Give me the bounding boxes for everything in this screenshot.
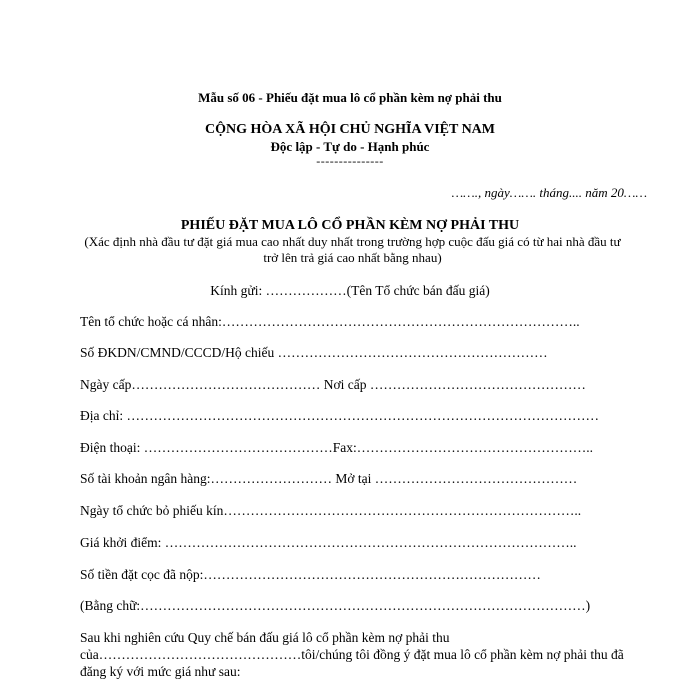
national-title: CỘNG HÒA XÃ HỘI CHỦ NGHĨA VIỆT NAM xyxy=(204,122,495,137)
field-organization-name: Tên tổ chức hoặc cá nhân:…………………………………………………………………….. xyxy=(80,314,580,329)
field-issue-date-place: Ngày cấp…………………………………… Nơi cấp ………………………………………… xyxy=(80,377,586,392)
field-phone-fax: Điện thoại: ……………………………………Fax:…………………………………………….. xyxy=(80,440,593,455)
closing-paragraph: Sau khi nghiên cứu Quy chế bán đấu giá lô cổ phần kèm nợ phải thu của………………………………………tôi/chúng tôi đồng ý đặt mua lô cổ phần kèm nợ phải thu đã đăng ký với mức giá như sau: xyxy=(80,630,624,679)
field-deposit-amount: Số tiền đặt cọc đã nộp:………………………………………………………………… xyxy=(80,567,541,582)
field-sealed-bid-date: Ngày tổ chức bỏ phiếu kín…………………………………………………………………….. xyxy=(80,503,582,518)
field-address: Địa chỉ: …………………………………………………………………………………………… xyxy=(80,408,599,423)
national-motto: Độc lập - Tự do - Hạnh phúc xyxy=(270,139,430,154)
document-title: PHIẾU ĐẶT MUA LÔ CỔ PHẦN KÈM NỢ PHẢI THU xyxy=(180,218,520,233)
form-number: Mẫu số 06 - Phiếu đặt mua lô cổ phần kèm nợ phải thu xyxy=(198,90,502,105)
field-bank-account: Số tài khoản ngân hàng:……………………… Mở tại ……………………………………… xyxy=(80,471,578,486)
separator-line: --------------- xyxy=(316,154,384,168)
recipient-line: Kính gửi: ………………(Tên Tổ chức bán đấu giá) xyxy=(210,283,490,298)
field-amount-in-words: (Bằng chữ:………………………………………………………………………………………) xyxy=(80,598,591,613)
field-id-number: Số ĐKDN/CMND/CCCD/Hộ chiếu …………………………………………………… xyxy=(80,345,548,360)
date-line: ……., ngày……. tháng.... năm 20…… xyxy=(451,185,647,200)
document-subtitle: (Xác định nhà đầu tư đặt giá mua cao nhất duy nhất trong trường hợp cuộc đấu giá có từ hai nhà đầu tư trở lên trả giá cao nhất bằng nhau) xyxy=(84,234,621,265)
field-starting-price: Giá khởi điểm: ……………………………………………………………………………….. xyxy=(80,535,577,550)
